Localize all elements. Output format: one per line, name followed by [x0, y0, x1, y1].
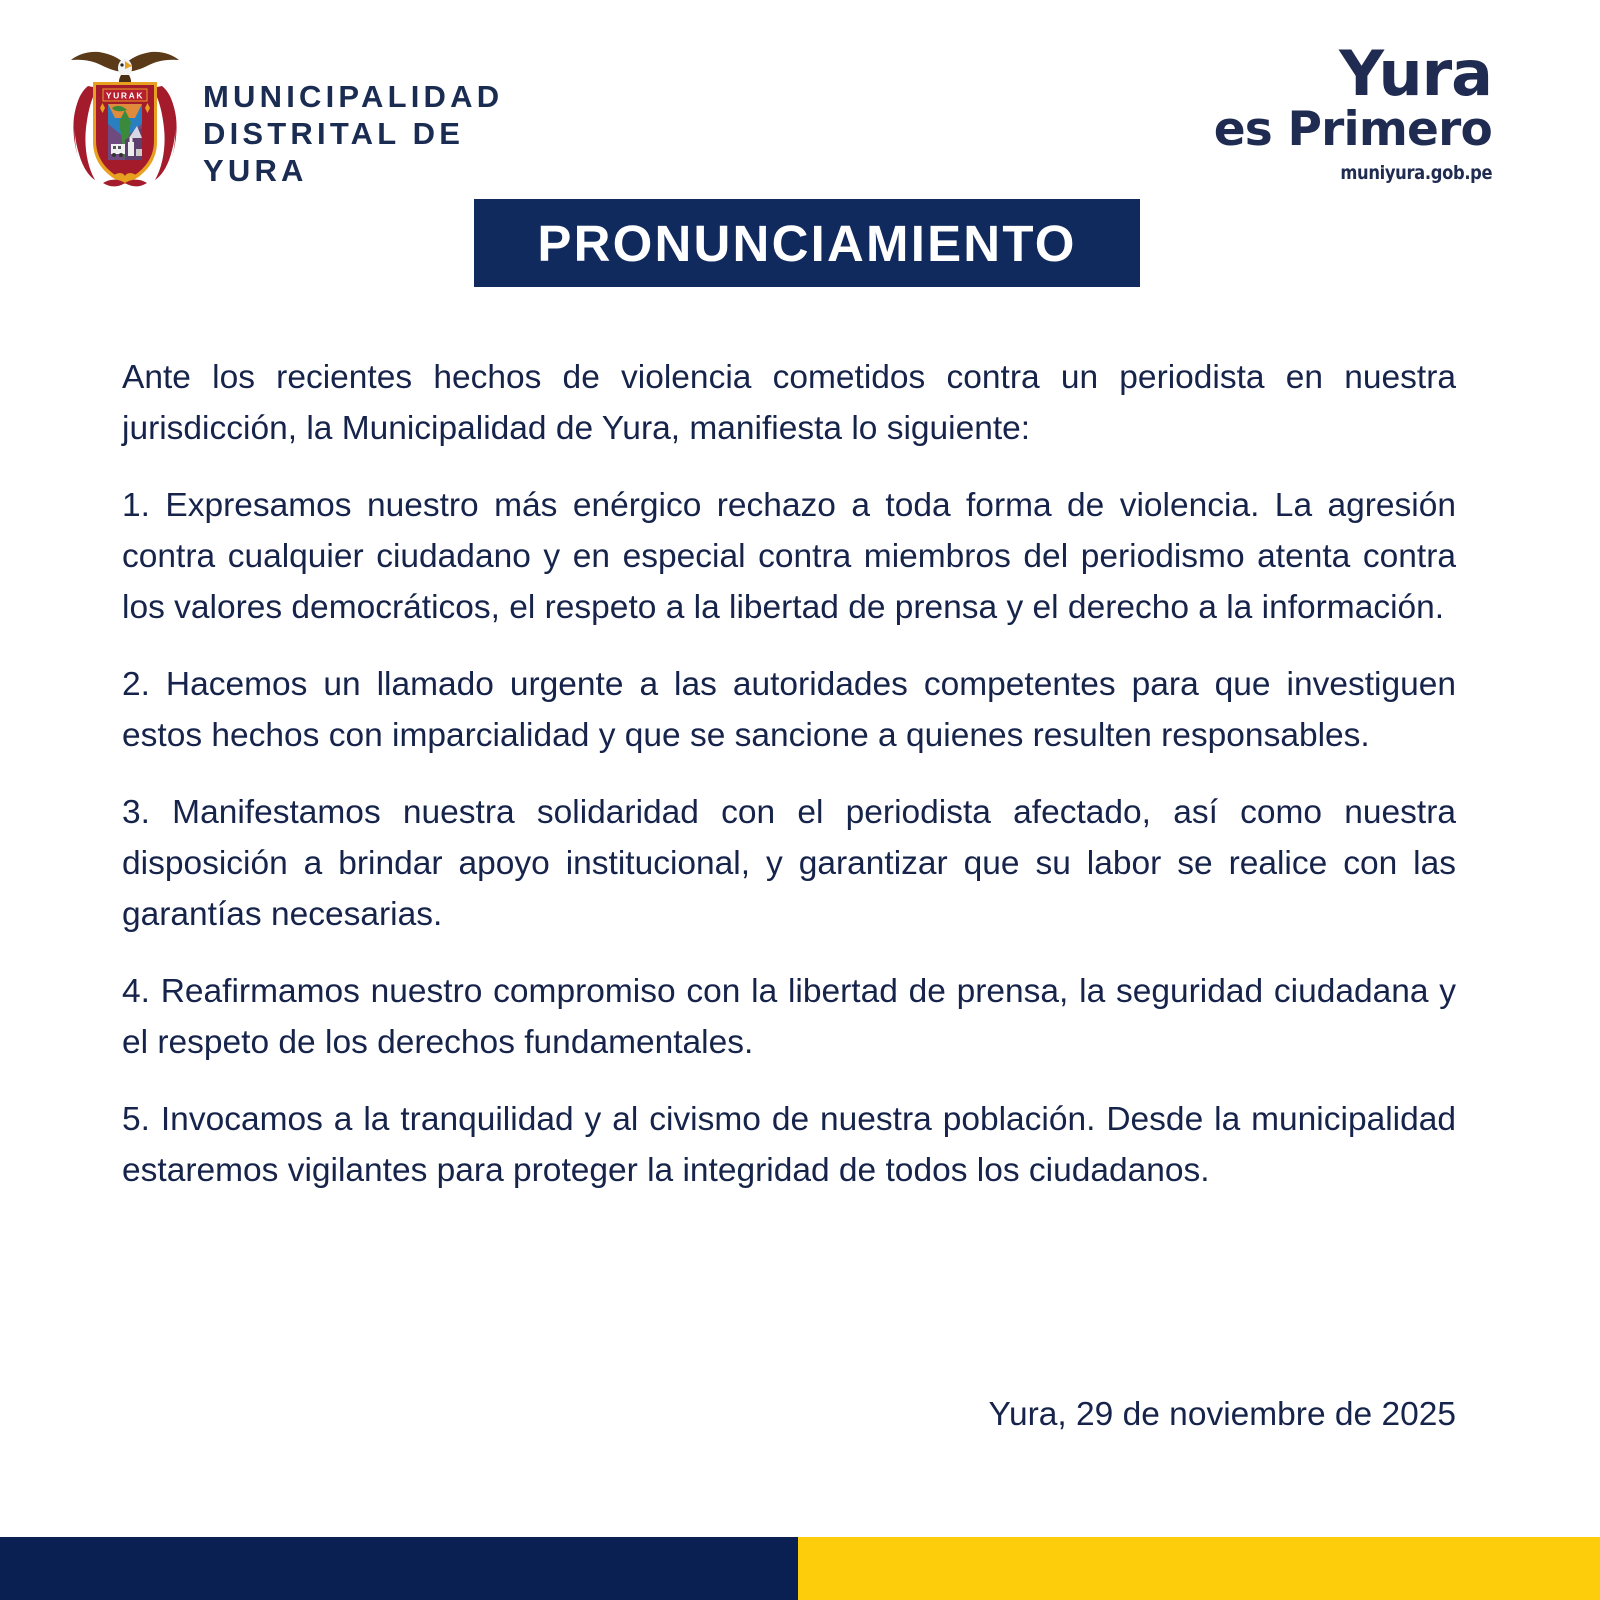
yura-coat-of-arms-icon: [55, 46, 195, 191]
svg-text:YURAK: YURAK: [105, 90, 145, 101]
page-title: PRONUNCIAMIENTO: [537, 214, 1077, 272]
page-header: [0, 0, 1600, 200]
pronunciamiento-banner: [474, 199, 1140, 287]
statement-point-5: 5. Invocamos a la tranquilidad y al civismo de nuestra población. Desde la municipalidad estaremos vigilantes para proteger la integridad de todos los ciudadanos.: [122, 1101, 1456, 1189]
statement-point-1: 1. Expresamos nuestro más enérgico rechazo a toda forma de violencia. La agresión contra cualquier ciudadano y en especial contra miembros del periodismo atenta contra los valores democráticos, el respeto a la libertad de prensa y el derecho a la información.: [122, 487, 1456, 626]
statement-point-2: 2. Hacemos un llamado urgente a las autoridades competentes para que investiguen estos hechos con imparcialidad y que se sancione a quienes resulten responsables.: [122, 666, 1456, 754]
intro-paragraph: Ante los recientes hechos de violencia cometidos contra un periodista en nuestra jurisdicción, la Municipalidad de Yura, manifiesta lo siguiente:: [122, 359, 1456, 447]
brand-line-es-primero: es Primero: [1213, 102, 1492, 157]
statement-body: [122, 352, 1456, 1196]
footer-bar: [0, 1537, 1600, 1600]
footer-gold-block: [798, 1537, 1600, 1600]
footer-navy-block: [0, 1537, 798, 1600]
brand-website-url: muniyura.gob.pe: [1340, 162, 1492, 184]
brand-line-yura: Yura: [1339, 37, 1492, 110]
statement-point-3: 3. Manifestamos nuestra solidaridad con el periodista afectado, así como nuestra disposición a brindar apoyo institucional, y garantizar que su labor se realice con las garantías necesarias.: [122, 794, 1456, 933]
org-title-line-1: MUNICIPALIDAD: [203, 79, 504, 114]
org-title-line-2: DISTRITAL DE: [203, 116, 465, 151]
statement-point-4: 4. Reafirmamos nuestro compromiso con la libertad de prensa, la seguridad ciudadana y el respeto de los derechos fundamentales.: [122, 973, 1456, 1061]
signoff-place-date: Yura, 29 de noviembre de 2025: [988, 1396, 1456, 1433]
yura-es-primero-logo: [1213, 37, 1492, 184]
org-title-line-3: YURA: [203, 153, 308, 188]
org-title: [203, 78, 503, 189]
